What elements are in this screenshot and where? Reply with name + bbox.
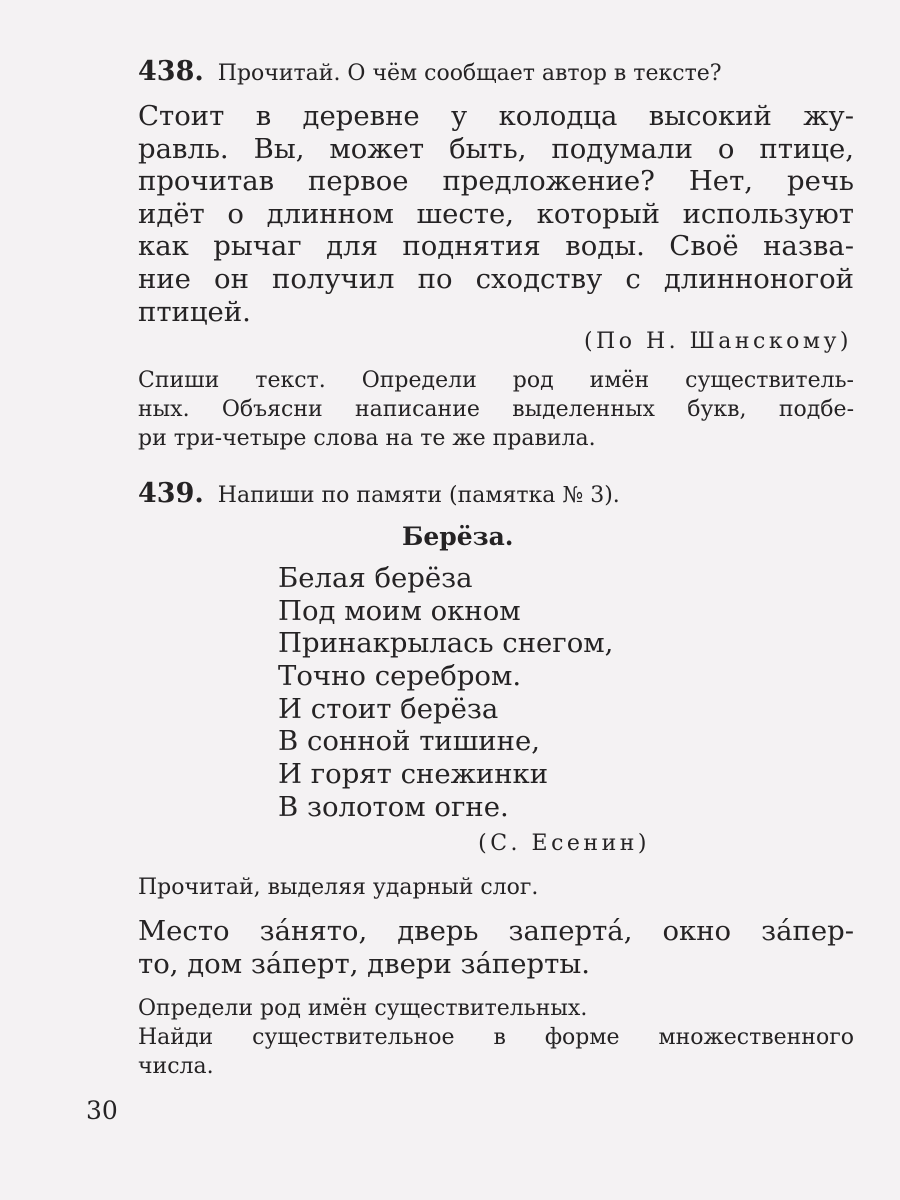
stress-line: то, дом за́перт, двери за́перты. <box>138 947 590 980</box>
exercise-439-number: 439. <box>138 478 204 509</box>
instruction-line: ных. Объясни написание выделенных букв, подбе- <box>138 397 854 422</box>
exercise-439-header <box>138 478 620 509</box>
poem-line: В золотом огне. <box>278 790 509 823</box>
final-line: Найди существительное в форме множественного <box>138 1025 854 1050</box>
stress-text <box>138 915 854 980</box>
text-line: ние он получил по сходству с длинноногой <box>138 262 854 295</box>
exercise-438-instruction <box>138 366 854 453</box>
poem-title: Берёза. <box>402 522 514 551</box>
instruction-line: ри три-четыре слова на те же правила. <box>138 426 596 451</box>
page-number: 30 <box>86 1096 118 1125</box>
poem-line: В сонной тишине, <box>278 725 540 758</box>
instruction-line: Спиши текст. Определи род имён существитель- <box>138 368 854 393</box>
poem-line: Точно серебром. <box>278 660 522 693</box>
text-line: как рычаг для поднятия воды. Своё назва- <box>138 230 854 263</box>
poem-line: Под моим окном <box>278 594 521 627</box>
stress-task-line: Прочитай, выделяя ударный слог. <box>138 875 539 900</box>
poem-line: Принакрылась снегом, <box>278 627 614 660</box>
stress-task <box>138 873 854 902</box>
exercise-438-author: (По Н. Шанскому) <box>583 329 852 354</box>
exercise-439-task: Напиши по памяти (памятка № 3). <box>217 483 620 508</box>
text-line: прочитав первое предложение? Нет, речь <box>138 165 854 198</box>
exercise-438-text <box>138 100 854 328</box>
poem-author: (С. Есенин) <box>478 831 650 856</box>
poem-line: Белая берёза <box>278 562 473 594</box>
exercise-438-header <box>138 56 722 87</box>
text-line: равль. Вы, может быть, подумали о птице, <box>138 132 854 165</box>
text-line: Стоит в деревне у колодца высокий жу- <box>138 100 854 132</box>
exercise-438-number: 438. <box>138 56 204 87</box>
poem-line: И стоит берёза <box>278 692 499 725</box>
stress-line: Место за́нято, дверь заперта́, окно за́пер- <box>138 915 854 947</box>
final-line: Определи род имён существительных. <box>138 996 588 1021</box>
final-line: числа. <box>138 1054 214 1079</box>
exercise-438-task: Прочитай. О чём сообщает автор в тексте? <box>217 61 722 86</box>
final-instruction <box>138 994 854 1081</box>
text-line: птицей. <box>138 295 251 328</box>
poem-line: И горят снежинки <box>278 758 549 791</box>
poem <box>278 562 613 824</box>
text-line: идёт о длинном шесте, который используют <box>138 197 854 230</box>
